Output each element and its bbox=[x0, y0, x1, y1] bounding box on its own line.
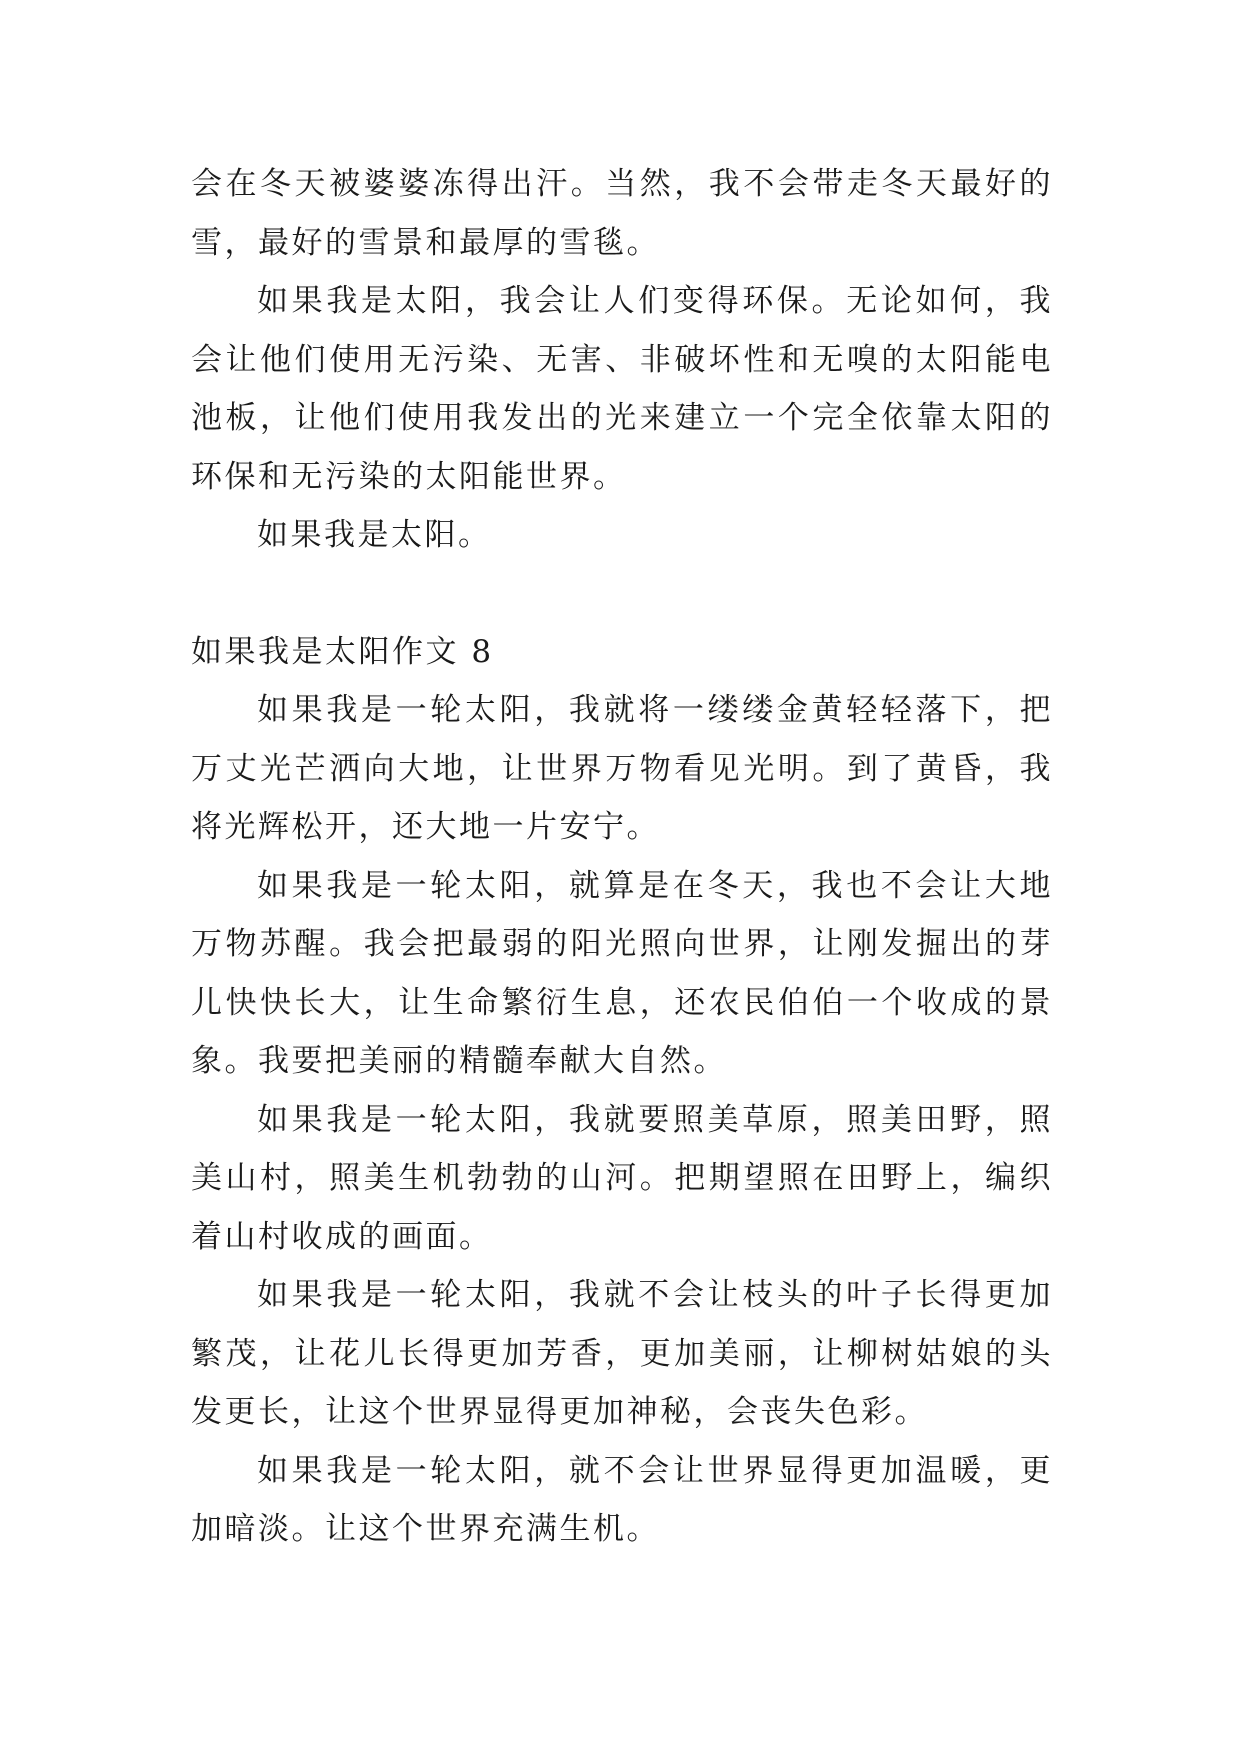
paragraph: 如果我是一轮太阳，我就不会让枝头的叶子长得更加繁茂，让花儿长得更加芳香，更加美丽，让柳树姑娘的头发更长，让这个世界显得更加神秘，会丧失色彩。 bbox=[191, 1277, 1053, 1430]
section-title: 如果我是太阳作文 8 bbox=[191, 633, 494, 670]
paragraph: 如果我是太阳，我会让人们变得环保。无论如何，我会让他们使用无污染、无害、非破坏性和无嗅的太阳能电池板，让他们使用我发出的光来建立一个完全依靠太阳的环保和无污染的太阳能世界。 bbox=[191, 283, 1053, 495]
paragraph: 如果我是一轮太阳，我就将一缕缕金黄轻轻落下，把万丈光芒洒向大地，让世界万物看见光明。到了黄昏，我将光辉松开，还大地一片安宁。 bbox=[191, 692, 1053, 845]
paragraph: 如果我是太阳。 bbox=[257, 517, 492, 553]
document-body bbox=[191, 155, 1053, 1559]
continued-paragraph: 会在冬天被婆婆冻得出汗。当然，我不会带走冬天最好的雪，最好的雪景和最厚的雪毯。 bbox=[191, 166, 1053, 261]
paragraph: 如果我是一轮太阳，就不会让世界显得更加温暖，更加暗淡。让这个世界充满生机。 bbox=[191, 1452, 1053, 1547]
paragraph: 如果我是一轮太阳，就算是在冬天，我也不会让大地万物苏醒。我会把最弱的阳光照向世界，让刚发掘出的芽儿快快长大，让生命繁衍生息，还农民伯伯一个收成的景象。我要把美丽的精髓奉献大自然。 bbox=[191, 867, 1053, 1079]
paragraph: 如果我是一轮太阳，我就要照美草原，照美田野，照美山村，照美生机勃勃的山河。把期望照在田野上，编织着山村收成的画面。 bbox=[191, 1101, 1053, 1255]
